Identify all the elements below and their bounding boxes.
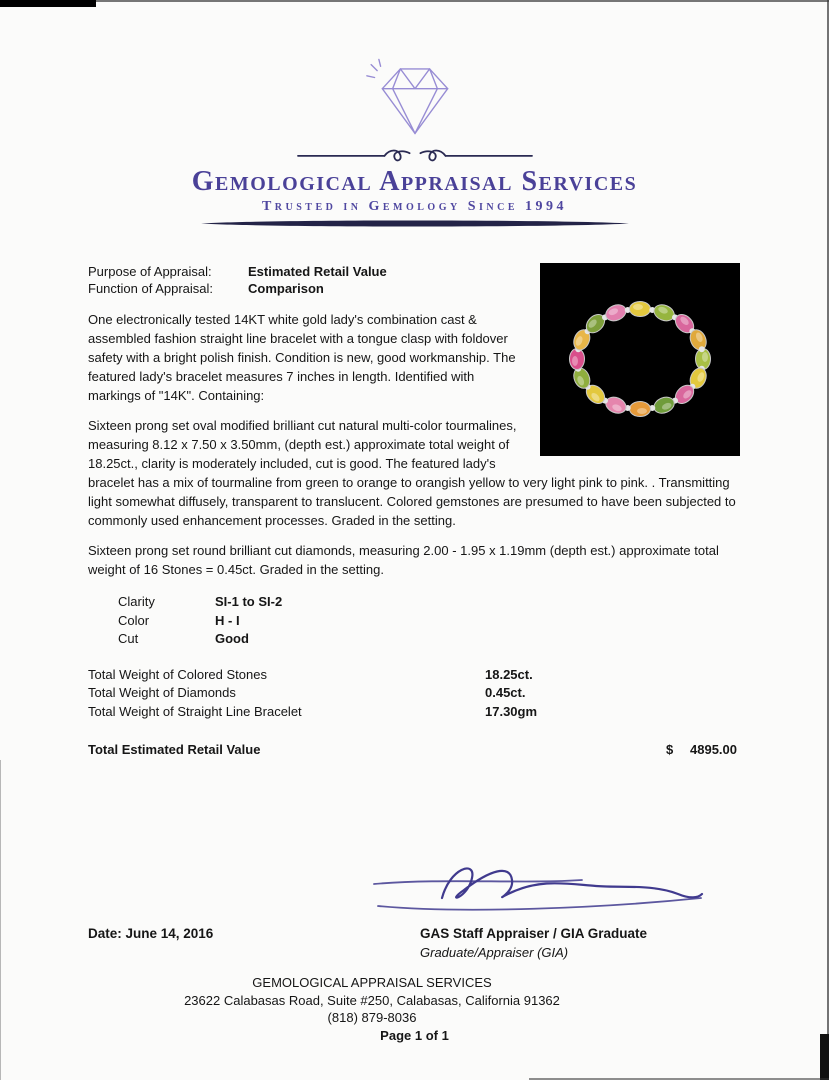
divider-shape [201,221,629,227]
letterhead [0,56,829,228]
footer-address: 23622 Calabasas Road, Suite #250, Calabasas, California 91362 [184,992,560,1008]
currency-symbol: $ [666,742,674,757]
grand-total-row [88,740,740,759]
tourmaline-stone [630,402,651,417]
appraisal-date: Date: June 14, 2016 [88,926,214,941]
grand-total-label: Total Estimated Retail Value [88,742,261,757]
appraiser-name: GAS Staff Appraiser / GIA Graduate [420,926,648,941]
purpose-row [88,263,528,280]
grand-total-amount: 4895.00 [690,742,737,757]
grading-value: Good [215,631,249,646]
tourmaline-paragraph: Sixteen prong set oval modified brilliant cut natural multi-color tourmalines, measuring 8.12 x 7.50 x 3.50mm, (depth est.) approximate total weight of 18.25ct., clarity is moderately included, cut is good. The featured lady's bracelet has a mix of tourmaline from green to orange to orangish yellow to very light pink to pink. . Transmitting light somewhat diffusely, transparent to translucent. Colored gemstones are presumed to have been subjected to commonly used enhancement processes. Graded in the setting. [88,418,736,528]
appraiser-title: Graduate/Appraiser (GIA) [420,945,569,960]
flourish-center-swirl [384,151,445,161]
tourmaline-stone [630,302,651,317]
footer-company: GEMOLOGICAL APPRAISAL SERVICES [252,975,492,990]
purpose-value: Estimated Retail Value [248,264,387,279]
bracelet-photo-svg [540,263,740,456]
purpose-label: Purpose of Appraisal: [88,264,212,279]
page-number: Page 1 of 1 [380,1028,449,1043]
grading-value: SI-1 to SI-2 [215,594,283,609]
appraisal-body [88,263,740,759]
function-label: Function of Appraisal: [88,281,214,296]
diamond-logo-icon [359,56,471,142]
total-value: 18.25ct. [485,666,533,682]
appraiser-signature [372,854,707,926]
grading-row-clarity [118,593,740,612]
function-row [88,280,528,297]
logo-diamond-outline [382,69,447,133]
header-divider-bar [199,219,631,228]
grading-row-color [118,612,740,631]
grading-row-cut [118,630,740,649]
flourish-ornament-icon [290,146,540,164]
grading-label: Cut [118,631,139,646]
company-title: Gemological Appraisal Services [191,166,638,197]
total-row-bracelet [88,703,740,722]
total-row-colored-stones [88,666,740,685]
total-row-diamonds [88,684,740,703]
signature-line-lower [378,898,701,910]
logo-sparkles [366,59,380,77]
function-value: Comparison [248,281,324,296]
grading-value: H - I [215,612,240,628]
scan-artifact-top-left [0,0,96,7]
total-value: 0.45ct. [485,685,526,700]
grading-label: Clarity [118,594,155,609]
grading-label: Color [118,612,150,628]
signature-scribble [442,868,702,898]
totals-table [88,666,740,722]
diamond-grading-table [118,593,740,649]
company-tagline: Trusted in Gemology Since 1994 [261,199,568,215]
scan-artifact-top-line [0,0,829,2]
total-value: 17.30gm [485,703,538,719]
footer-phone: (818) 879-8036 [327,1010,417,1025]
diamond-link [699,346,705,352]
diamond-paragraph: Sixteen prong set round brilliant cut diamonds, measuring 2.00 - 1.95 x 1.19mm (depth est.) approximate total weight of 16 Stones = 0.45ct. Graded in the setting. [88,543,719,577]
total-label: Total Weight of Colored Stones [88,666,267,682]
total-label: Total Weight of Straight Line Bracelet [88,703,302,719]
item-description-paragraph: One electronically tested 14KT white gold lady's combination cast & assembled fashion straight line bracelet with a tongue clasp with foldover safety with a bright polish finish. Condition is new, good workmanship. The featured lady's bracelet measures 7 inches in length. Identified with markings of "14K". Containing: [88,312,516,403]
footer [37,974,707,1027]
total-label: Total Weight of Diamonds [88,685,236,700]
signature-ink [374,868,702,909]
